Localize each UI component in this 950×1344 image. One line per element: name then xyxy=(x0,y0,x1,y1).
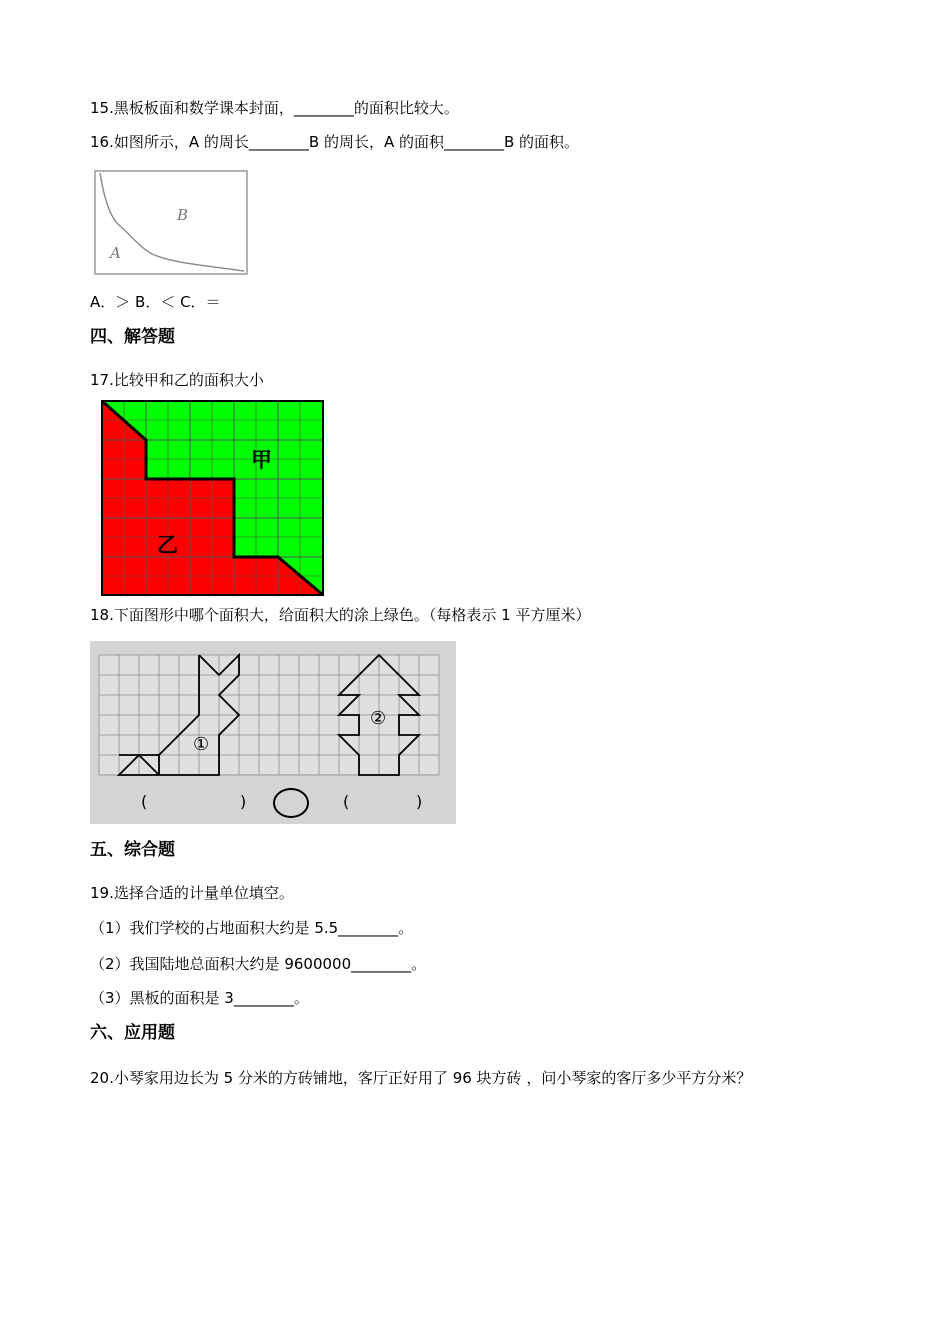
question-20: 20.小琴家用边长为 5 分米的方砖铺地，客厅正好用了 96 块方砖 ，问小琴家的客厅多少平方分米？ xyxy=(90,1069,752,1087)
question-19: 19.选择合适的计量单位填空。 xyxy=(90,884,294,902)
q17-label-jia: 甲 xyxy=(251,448,272,472)
section-heading-6: 六、应用题 xyxy=(90,1023,175,1043)
q17-grid-figure xyxy=(101,400,325,597)
question-16-options: A．＞ B．＜ C．＝ xyxy=(90,293,221,311)
question-15: 15.黑板板面和数学课本封面，________的面积比较大。 xyxy=(90,99,459,117)
q18-label-1: ① xyxy=(193,734,210,755)
q16-figure xyxy=(92,168,252,278)
q18-paren-right-1: ) xyxy=(240,792,247,811)
question-19-part-3: （3）黑板的面积是 3________。 xyxy=(90,989,309,1007)
q18-paren-left-1: ( xyxy=(141,792,148,811)
section-heading-4: 四、解答题 xyxy=(90,327,175,347)
question-16: 16.如图所示，A 的周长________B 的周长，A 的面积________B 的面积。 xyxy=(90,133,580,151)
q18-grid-figure xyxy=(90,641,456,824)
question-18: 18.下面图形中哪个面积大，给面积大的涂上绿色。（每格表示 1 平方厘米） xyxy=(90,606,591,624)
q18-label-2: ② xyxy=(370,708,387,729)
question-19-part-1: （1）我们学校的占地面积大约是 5.5________。 xyxy=(90,919,414,937)
q17-label-yi: 乙 xyxy=(157,533,178,557)
q18-paren-left-2: ( xyxy=(343,792,350,811)
question-17: 17.比较甲和乙的面积大小 xyxy=(90,371,264,389)
q18-paren-right-2: ) xyxy=(416,792,423,811)
q16-label-b: B xyxy=(177,206,189,224)
section-heading-5: 五、综合题 xyxy=(90,840,175,860)
question-19-part-2: （2）我国陆地总面积大约是 9600000________。 xyxy=(90,955,427,973)
q16-label-a: A xyxy=(110,244,121,262)
